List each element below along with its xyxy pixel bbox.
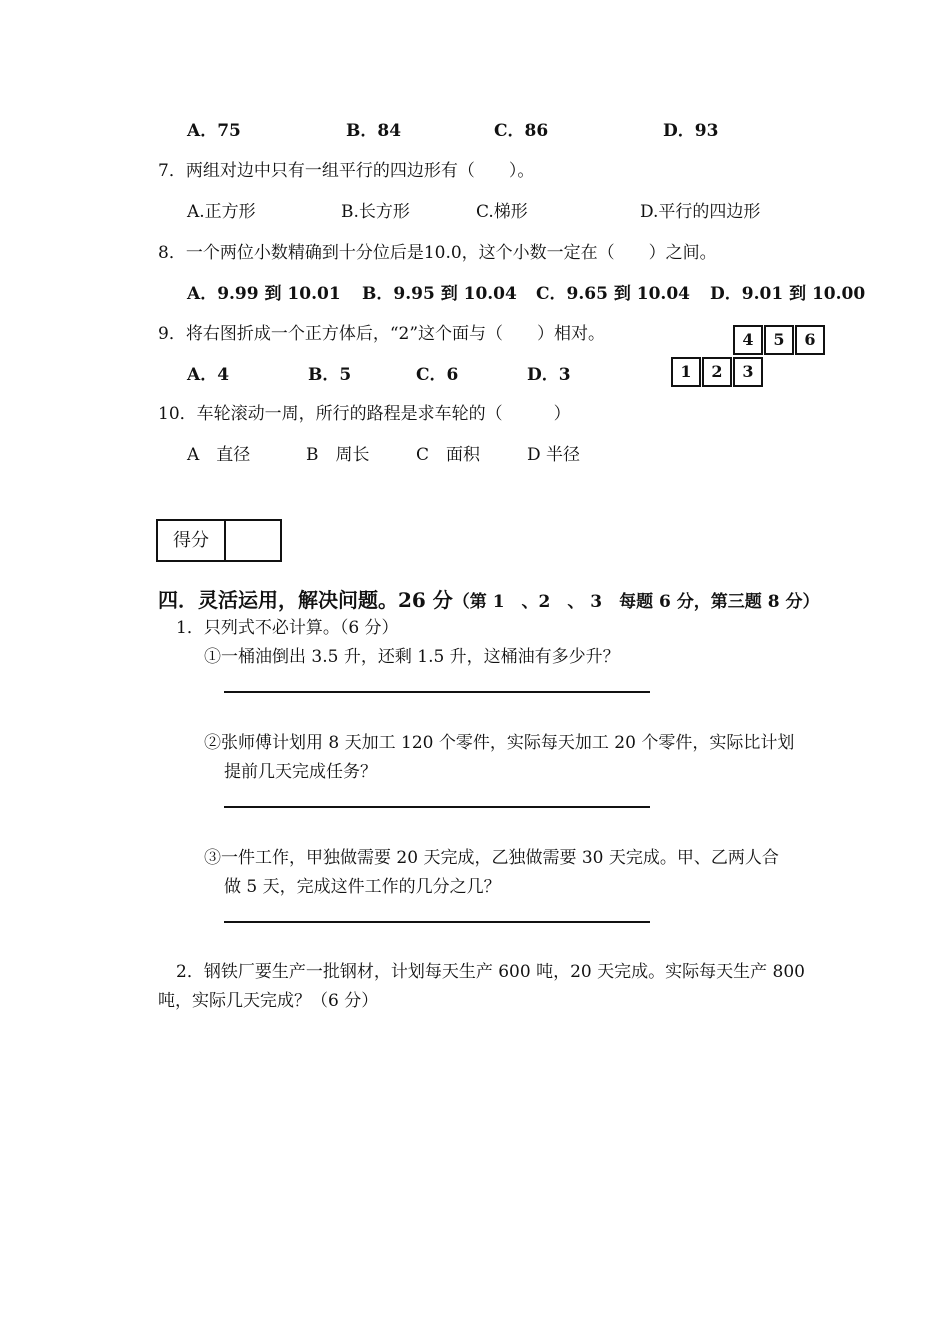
q7-stem: 7．两组对边中只有一组平行的四边形有（ ）。: [158, 161, 535, 181]
score-box: [156, 519, 282, 562]
q10-option-d: D 半径: [527, 445, 581, 465]
problem-1c-line1: ③一件工作，甲独做需要 20 天完成，乙独做需要 30 天完成。甲、乙两人合: [204, 848, 779, 868]
q9-stem: 9．将右图折成一个正方体后，“2”这个面与（ ）相对。: [158, 324, 606, 344]
problem-1a-text: ①一桶油倒出 3.5 升，还剩 1.5 升，这桶油有多少升？: [204, 647, 620, 667]
q7-option-a: A.正方形: [187, 202, 256, 222]
q10-option-b: B 周长: [306, 445, 370, 465]
q8-option-a: A．9.99 到 10.01: [187, 284, 341, 304]
net-cell-5: 5: [764, 325, 794, 355]
q8-option-b: B．9.95 到 10.04: [362, 284, 517, 304]
net-cell-4: 4: [733, 325, 763, 355]
q8-option-c: C．9.65 到 10.04: [536, 284, 691, 304]
q8-stem: 8．一个两位小数精确到十分位后是10.0，这个小数一定在（ ）之间。: [158, 243, 717, 263]
net-cell-6: 6: [795, 325, 825, 355]
answer-line-1c[interactable]: [224, 921, 650, 923]
q9-option-c: C．6: [416, 365, 459, 385]
q7-option-c: C.梯形: [476, 202, 528, 222]
q10-stem: 10．车轮滚动一周，所行的路程是求车轮的（ ）: [158, 404, 571, 424]
q7-option-b: B.长方形: [341, 202, 410, 222]
section-4-title: 四．灵活运用，解决问题。26 分: [158, 588, 453, 612]
problem-1c-line2: 做 5 天，完成这件工作的几分之几？: [224, 877, 501, 897]
section-4-header: [158, 587, 819, 615]
problem-1b-line1: ②张师傅计划用 8 天加工 120 个零件，实际每天加工 20 个零件，实际比计划: [204, 733, 795, 753]
net-cell-3: 3: [733, 357, 763, 387]
q9-option-d: D．3: [527, 365, 571, 385]
problem-1-title: 1．只列式不必计算。（6 分）: [176, 618, 399, 638]
q6-option-a: A．75: [187, 121, 241, 141]
answer-line-1a[interactable]: [224, 691, 650, 693]
problem-2-line1: 2．钢铁厂要生产一批钢材，计划每天生产 600 吨，20 天完成。实际每天生产 800: [176, 962, 805, 982]
q8-option-d: D．9.01 到 10.00: [710, 284, 866, 304]
q9-option-a: A．4: [187, 365, 230, 385]
q6-option-d: D．93: [663, 121, 719, 141]
problem-2-line2: 吨，实际几天完成？（6 分）: [158, 991, 379, 1011]
section-4-note: （第 1 、2 、 3 每题 6 分，第三题 8 分）: [452, 592, 820, 612]
q9-option-b: B．5: [308, 365, 352, 385]
q10-option-c: C 面积: [416, 445, 481, 465]
score-label: 得分: [158, 521, 226, 560]
q6-option-c: C．86: [494, 121, 549, 141]
q10-option-a: A 直径: [187, 445, 251, 465]
problem-1b-line2: 提前几天完成任务？: [224, 762, 377, 782]
score-value-field[interactable]: [226, 521, 280, 560]
answer-line-1b[interactable]: [224, 806, 650, 808]
net-cell-1: 1: [671, 357, 701, 387]
net-cell-2: 2: [702, 357, 732, 387]
q6-option-b: B．84: [346, 121, 402, 141]
q7-option-d: D.平行的四边形: [640, 202, 761, 222]
